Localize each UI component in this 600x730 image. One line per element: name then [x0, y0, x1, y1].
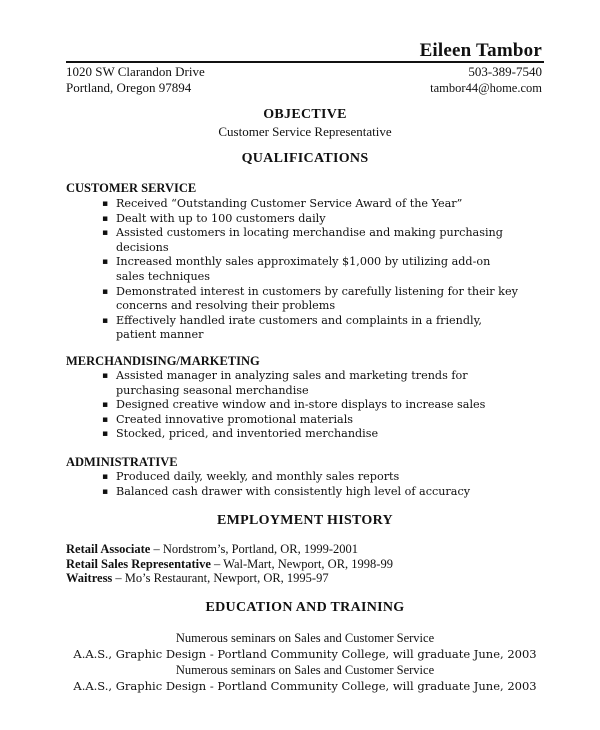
- list-item: ▪ Balanced cash drawer with consistently high level of accuracy: [102, 484, 471, 498]
- merchandising-heading: MERCHANDISING/MARKETING: [66, 354, 260, 368]
- education-list: [66, 630, 544, 694]
- employment-title: EMPLOYMENT HISTORY: [217, 513, 393, 528]
- job-entry: [66, 571, 393, 586]
- list-item: ▪ Created innovative promotional materials: [102, 412, 354, 426]
- phone-number: 503-389-7540: [468, 64, 542, 79]
- customer-service-heading: CUSTOMER SERVICE: [66, 181, 197, 195]
- education-title: EDUCATION AND TRAINING: [205, 600, 405, 615]
- address-block: [66, 64, 205, 96]
- bullet-icon: ▪: [102, 199, 109, 209]
- education-seminar: Numerous seminars on Sales and Customer Service: [175, 663, 435, 677]
- bullet-icon: ▪: [102, 429, 109, 440]
- bullet-icon: ▪: [102, 472, 109, 482]
- bullet-icon: ▪: [102, 257, 109, 268]
- bullet-icon: ▪: [102, 315, 109, 326]
- email-address: tambor44@home.com: [430, 81, 542, 95]
- job-role: Retail Associate: [66, 542, 151, 556]
- bullet-icon: ▪: [102, 228, 109, 239]
- objective-text: Customer Service Representative: [218, 124, 392, 139]
- list-item: ▪ Stocked, priced, and inventoried merchandise: [102, 427, 379, 441]
- header-rule: [66, 61, 544, 63]
- bullet-icon: ▪: [102, 286, 109, 297]
- employment-list: [66, 542, 393, 586]
- candidate-name: Eileen Tambor: [419, 40, 542, 61]
- job-role: Waitress: [66, 571, 113, 585]
- list-item: ▪ Assisted customers in locating merchandise and making purchasing decisions: [102, 226, 503, 254]
- contact-block: [430, 64, 542, 96]
- list-item: ▪ Effectively handled irate customers and complaints in a friendly, patient manner: [102, 313, 482, 342]
- list-item: ▪ Produced daily, weekly, and monthly sales reports: [102, 470, 400, 483]
- job-entry: [66, 557, 393, 572]
- bullet-icon: ▪: [102, 371, 109, 381]
- job-detail: – Nordstrom’s, Portland, OR, 1999-2001: [150, 542, 358, 556]
- list-item: ▪ Assisted manager in analyzing sales and marketing trends for purchasing seasonal merchandise: [102, 369, 468, 397]
- job-detail: – Wal-Mart, Newport, OR, 1998-99: [210, 556, 393, 571]
- education-degree: A.A.S., Graphic Design - Portland Community College, will graduate June, 2003: [73, 679, 537, 693]
- bullet-icon: ▪: [102, 213, 109, 224]
- merchandising-list: [100, 369, 520, 442]
- list-item: ▪ Demonstrated interest in customers by carefully listening for their key concerns and resolving their problems: [102, 284, 518, 313]
- qualifications-title: QUALIFICATIONS: [241, 151, 369, 166]
- address-line-2: Portland, Oregon 97894: [66, 80, 192, 95]
- objective-title: OBJECTIVE: [263, 107, 347, 122]
- bullet-icon: ▪: [102, 486, 109, 497]
- job-role: Retail Sales Representative: [66, 556, 211, 571]
- list-item: ▪ Designed creative window and in-store displays to increase sales: [102, 398, 486, 412]
- list-item: ▪ Dealt with up to 100 customers daily: [102, 211, 326, 225]
- education-seminar: Numerous seminars on Sales and Customer Service: [175, 631, 435, 645]
- administrative-list: [100, 470, 520, 499]
- list-item: ▪ Increased monthly sales approximately $1,000 by utilizing add-on sales techniques: [102, 255, 491, 283]
- administrative-heading: ADMINISTRATIVE: [66, 455, 178, 469]
- bullet-icon: ▪: [102, 400, 109, 411]
- address-line-1: 1020 SW Clarandon Drive: [66, 64, 205, 79]
- job-entry: [66, 542, 393, 557]
- list-item: ▪ Received “Outstanding Customer Service Award of the Year”: [102, 197, 463, 210]
- job-detail: – Mo’s Restaurant, Newport, OR, 1995-97: [112, 571, 329, 585]
- education-degree: A.A.S., Graphic Design - Portland Community College, will graduate June, 2003: [73, 647, 537, 661]
- customer-service-list: [100, 197, 520, 343]
- bullet-icon: ▪: [102, 414, 109, 425]
